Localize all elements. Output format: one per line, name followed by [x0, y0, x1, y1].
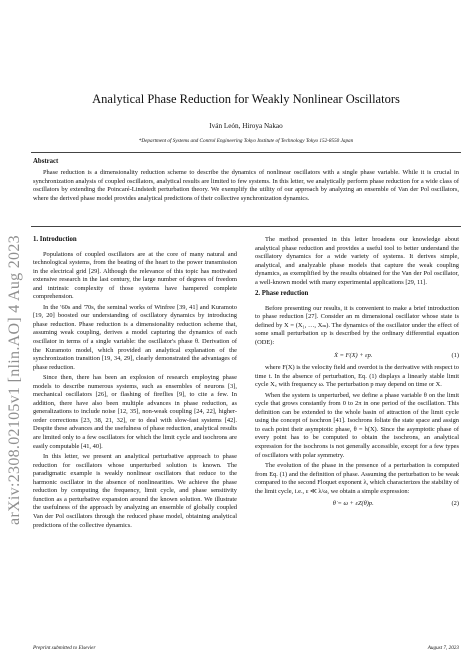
paragraph: When the system is unperturbed, we define a phase variable θ on the limit cycle that grows constantly from 0 to 2π in one period of the oscillation. This definition can be extended to the whole basin of attraction of the limit cycle using the concept of isochron [41]. Isochrons foliate the state space and assign to each point their asymptotic phase, θ = h(X). Since the asymptotic phase of every point has to be computed to obtain the isochrons, an analytical expression for the isochrons is not generally accessible, except for a few types of oscillators with polar symmetry.	[255, 391, 459, 459]
paragraph: In the '60s and '70s, the seminal works of Winfree [39, 41] and Kuramoto [19, 20] boosted our understanding of oscillatory dynamics by introducing phase reduction. Phase reduction is a dimensionality reduction scheme that, assuming weak coupling, derives a model capturing the dynamics of each oscillator in terms of a single variable: the oscillator's phase θ. Derivation of the Kuramoto model, which provided an analytical explanation of the synchronization transition [19, 34, 29], clearly demonstrated the advantages of phase reduction.	[33, 303, 237, 371]
paper-title: Analytical Phase Reduction for Weakly Nonlinear Oscillators	[92, 92, 400, 106]
affiliation: *Department of Systems and Control Engineering Tokyo Institute of Technology Tokyo 152-8550 Japan	[138, 138, 354, 144]
author-list: Iván León, Hiroya Nakao	[209, 122, 283, 130]
paragraph: The method presented in this letter broadens our knowledge about analytical phase reduction and provides a useful tool to better understand the oscillatory dynamics for a wide variety of systems. It derives simple, analytical, and analyzable phase models that capture the weak coupling dynamics, as exemplified by the results obtained for the Van der Pol oscillator, a well-known model with many experimental applications [29, 11].	[255, 236, 459, 286]
page-footer	[33, 645, 459, 651]
left-column	[33, 236, 237, 532]
equation-2	[255, 500, 459, 509]
paragraph: where F(X) is the velocity field and overdot is the derivative with respect to time t. In the absence of perturbation, Eq. (1) displays a linearly stable limit cycle X꜀ with frequency ω. The perturbation p may depend on time or X.	[255, 364, 459, 389]
equation-1	[255, 352, 459, 361]
paragraph: Before presenting our results, it is convenient to make a brief introduction to phase reduction [27]. Consider an m dimensional oscillator whose state is defined by X = (X₁, …, Xₘ). The dynamics of the oscillator under the effect of some small perturbation εp is described by the ordinary differential equation (ODE):	[255, 304, 459, 347]
right-column	[255, 236, 459, 513]
abstract-bottom-rule	[31, 226, 461, 227]
equation-body: θ̇ = ω + εZ(θ)p.	[332, 500, 374, 508]
arxiv-identifier: arXiv:2308.02105v1 [nlin.AO] 4 Aug 2023	[6, 235, 23, 525]
paper-page	[31, 0, 461, 670]
paragraph: Since then, there has been an explosion of research employing phase models to describe numerous systems, such as ensembles of neurons [3], mechanical oscillators [26], or flashing of fireflies [9], to cite a few. In addition, there have also been multiple advances in phase reduction, as generalizations to include noise [12, 35], non-weak coupling [24, 22], higher-order corrections [23, 38, 21, 32], or to deal with slow-fast systems [42]. Despite these advances and the usefulness of phase reduction, analytical results are limited only to a few oscillators for which the limit cycle and isochrons are easily computable [41, 40].	[33, 374, 237, 450]
arxiv-sidebar-stamp	[0, 120, 30, 640]
section-heading-phase-reduction: 2. Phase reduction	[255, 290, 309, 298]
paragraph: Populations of coupled oscillators are at the core of many natural and technological systems, from the beating of the heart to the power transmission in the electrical grid [29]. Although the relevance of this topic has motivated extensive research in the last century, the large number of degrees of freedom and intrinsic complexity of those systems have hampered complete comprehension.	[33, 250, 237, 301]
equation-number: (1)	[451, 351, 459, 359]
section-heading-introduction: 1. Introduction	[33, 236, 77, 243]
equation-number: (2)	[451, 500, 459, 508]
preprint-note: Preprint submitted to Elsevier	[33, 645, 96, 651]
footer-date: August 7, 2023	[427, 645, 459, 651]
top-rule	[31, 152, 461, 153]
abstract-heading: Abstract	[33, 158, 59, 165]
paragraph: The evolution of the phase in the presence of a perturbation is computed from Eq. (1) and the definition of phase. Assuming the perturbation to be weak compared to the second Floquet exponent λ, which characterizes the stability of the limit cycle, i.e., ε ≪ λ/ω, we obtain a simple expression:	[255, 462, 459, 495]
equation-body: Ẋ = F(X) + εp.	[334, 351, 373, 359]
paragraph: In this letter, we present an analytical perturbative approach to phase reduction for oscillators whose unperturbed solution is known. The paradigmatic example is weakly nonlinear oscillators that reduce to the harmonic oscillator in the absence of nonlinearities. We achieve the phase reduction by computing the frequency, limit cycle, and phase sensitivity function as a perturbative expansion around the known solution. We illustrate the usefulness of the approach by analyzing an ensemble of globally coupled Van der Pol oscillators through the reduced phase model, obtaining analytical predictions of the collective dynamics.	[33, 453, 237, 529]
abstract-text: Phase reduction is a dimensionality reduction scheme to describe the dynamics of nonlinear oscillators with a single phase variable. While it is crucial in synchronization analysis of coupled oscillators, analytical results are limited to few systems. In this letter, we analytically perform phase reduction for a wide class of oscillators by extending the Poincaré-Lindstedt perturbation theory. We exemplify the utility of our approach by analyzing an ensemble of Van der Pol oscillators, where the derived phase model provides analytical predictions of their collective synchronization dynamics.	[33, 169, 459, 202]
